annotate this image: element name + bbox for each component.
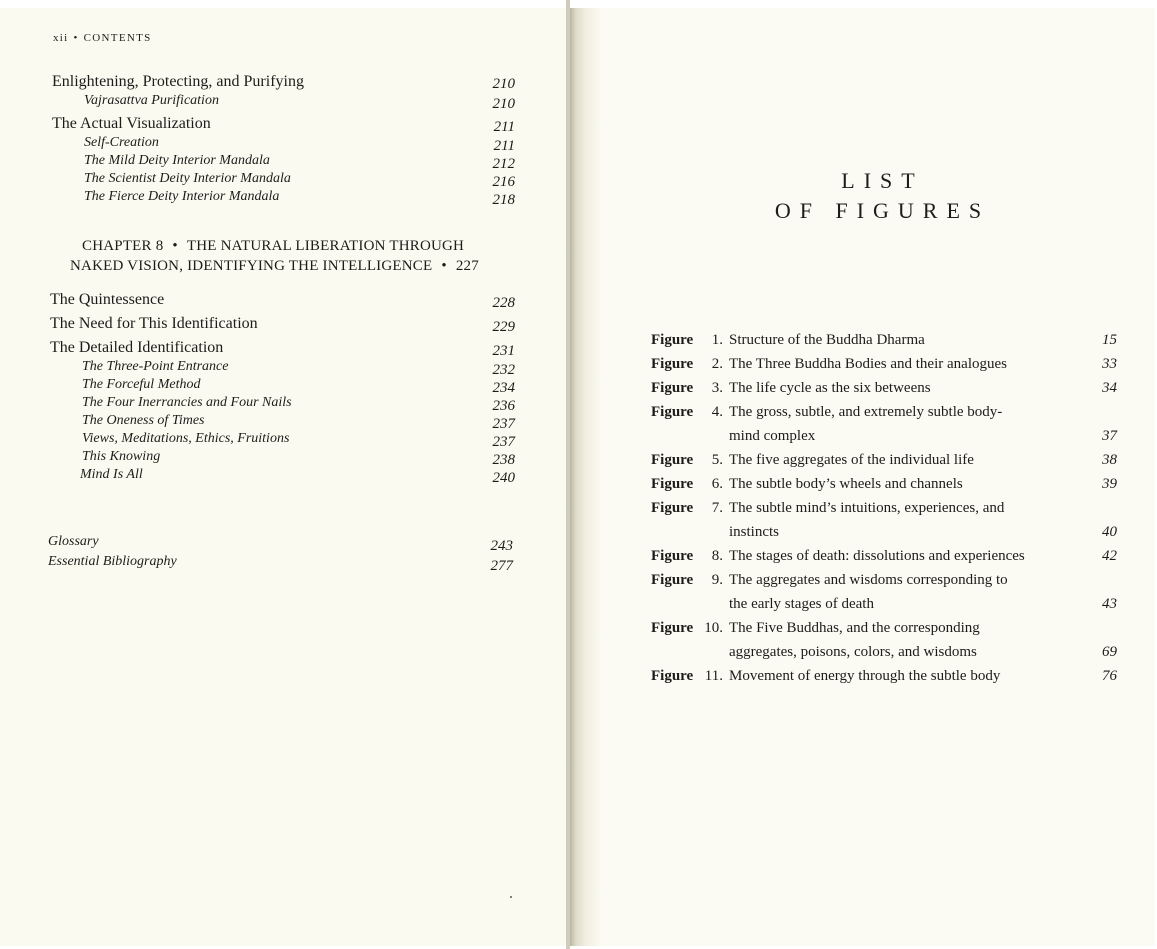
chapter-separator: •	[441, 258, 447, 274]
toc-page-number: 231	[492, 343, 515, 359]
figure-label: Figure	[651, 620, 694, 636]
figure-page-number: 76	[1102, 668, 1117, 684]
figure-number: 8.	[711, 548, 723, 564]
toc-entry: Enlightening, Protecting, and Purifying	[52, 73, 304, 90]
toc-page-number: 212	[492, 156, 515, 172]
toc-subentry: Vajrasattva Purification	[84, 93, 219, 108]
figure-caption-continued: aggregates, poisons, colors, and wisdoms	[729, 644, 977, 660]
figure-number: 6.	[711, 476, 723, 492]
folio: xii	[53, 32, 69, 44]
figure-page-number: 40	[1102, 524, 1117, 540]
toc-subentry: Views, Meditations, Ethics, Fruitions	[82, 431, 290, 446]
figure-page-number: 69	[1102, 644, 1117, 660]
figure-label: Figure	[651, 500, 694, 516]
list-of-figures-title-line2: OF FIGURES	[774, 198, 991, 223]
figure-page-number: 42	[1102, 548, 1117, 564]
toc-page-number: 216	[492, 174, 515, 190]
toc-page-number: 240	[492, 470, 515, 486]
figure-label: Figure	[651, 404, 694, 420]
toc-subentry: This Knowing	[82, 449, 161, 464]
figure-page-number: 39	[1102, 476, 1117, 492]
right-page	[570, 8, 1155, 946]
figure-number: 9.	[711, 572, 723, 588]
figure-caption: The subtle body’s wheels and channels	[729, 476, 963, 492]
figure-caption-continued: instincts	[729, 524, 780, 540]
figure-number: 4.	[711, 404, 723, 420]
toc-subentry: The Oneness of Times	[82, 413, 205, 428]
toc-page-number: 228	[492, 295, 515, 311]
figure-number: 11.	[704, 668, 723, 684]
toc-subentry: Mind Is All	[80, 467, 143, 482]
figure-page-number: 15	[1102, 332, 1117, 348]
figure-number: 7.	[711, 500, 723, 516]
figure-label: Figure	[651, 356, 694, 372]
back-matter-entry: Glossary	[48, 534, 99, 549]
toc-page-number: 236	[492, 398, 515, 414]
toc-page-number: 237	[492, 434, 515, 450]
figure-page-number: 34	[1102, 380, 1117, 396]
figure-caption: The stages of death: dissolutions and experiences	[729, 548, 1025, 564]
chapter-title-line2: NAKED VISION, IDENTIFYING THE INTELLIGENCE	[70, 258, 433, 274]
toc-page-number: 210	[492, 96, 515, 112]
figure-caption: Structure of the Buddha Dharma	[729, 332, 925, 348]
figure-label: Figure	[651, 452, 694, 468]
toc-subentry: The Scientist Deity Interior Mandala	[84, 171, 291, 186]
toc-entry: The Actual Visualization	[52, 115, 211, 132]
toc-page-number: 211	[493, 119, 515, 135]
figure-page-number: 33	[1102, 356, 1117, 372]
toc-subentry: The Fierce Deity Interior Mandala	[84, 189, 280, 204]
figure-number: 2.	[711, 356, 723, 372]
top-margin	[0, 0, 1157, 8]
toc-subentry: The Mild Deity Interior Mandala	[84, 153, 270, 168]
back-matter-entry: Essential Bibliography	[48, 554, 177, 569]
figure-caption: The gross, subtle, and extremely subtle body-	[729, 404, 1003, 420]
list-of-figures-title-line1: LIST	[841, 168, 924, 193]
figure-number: 5.	[711, 452, 723, 468]
chapter-separator: •	[172, 238, 178, 254]
toc-page-number: 232	[492, 362, 515, 378]
figure-number: 10.	[704, 620, 723, 636]
toc-page-number: 234	[492, 380, 515, 396]
figure-caption: The Three Buddha Bodies and their analogues	[729, 356, 1007, 372]
figure-page-number: 43	[1102, 596, 1117, 612]
figure-number: 1.	[711, 332, 723, 348]
toc-page-number: 229	[492, 319, 515, 335]
figure-caption: The five aggregates of the individual life	[729, 452, 974, 468]
figure-caption: The subtle mind’s intuitions, experiences, and	[729, 500, 1005, 516]
chapter-label: CHAPTER 8	[82, 238, 164, 254]
figure-label: Figure	[651, 332, 694, 348]
running-head-separator: •	[73, 32, 79, 44]
toc-page-number: 277	[490, 558, 513, 574]
chapter-heading-line1	[82, 238, 464, 255]
chapter-title-line1: THE NATURAL LIBERATION THROUGH	[186, 238, 465, 254]
toc-subentry: The Forceful Method	[82, 377, 201, 392]
toc-entry: The Detailed Identification	[50, 339, 224, 356]
toc-page-number: 218	[492, 192, 515, 208]
toc-entry: The Need for This Identification	[50, 315, 258, 332]
left-page	[0, 8, 566, 946]
figure-caption-continued: the early stages of death	[729, 596, 874, 612]
chapter-heading-line2	[70, 258, 479, 275]
toc-subentry: The Four Inerrancies and Four Nails	[82, 395, 292, 410]
toc-page-number: 237	[492, 416, 515, 432]
figure-label: Figure	[651, 572, 694, 588]
toc-subentry: The Three-Point Entrance	[82, 359, 229, 374]
running-head	[53, 32, 152, 44]
figure-caption-continued: mind complex	[729, 428, 816, 444]
toc-page-number: 238	[492, 452, 515, 468]
running-head-section: CONTENTS	[83, 32, 152, 44]
toc-subentry: Self-Creation	[84, 135, 159, 150]
toc-page-number: 243	[490, 538, 513, 554]
figure-label: Figure	[651, 380, 694, 396]
figure-label: Figure	[651, 476, 694, 492]
figure-page-number: 38	[1102, 452, 1117, 468]
figure-caption: The Five Buddhas, and the corresponding	[729, 620, 980, 636]
paper-speck	[510, 896, 512, 898]
figure-label: Figure	[651, 548, 694, 564]
toc-page-number: 211	[493, 138, 515, 154]
figure-page-number: 37	[1102, 428, 1117, 444]
figure-label: Figure	[651, 668, 694, 684]
toc-entry: The Quintessence	[50, 291, 165, 308]
toc-page-number: 210	[492, 76, 515, 92]
figure-caption: The life cycle as the six betweens	[729, 380, 931, 396]
figure-caption: The aggregates and wisdoms corresponding to	[729, 572, 1008, 588]
figure-number: 3.	[711, 380, 723, 396]
chapter-page-number: 227	[455, 258, 479, 274]
figure-caption: Movement of energy through the subtle body	[729, 668, 1001, 684]
